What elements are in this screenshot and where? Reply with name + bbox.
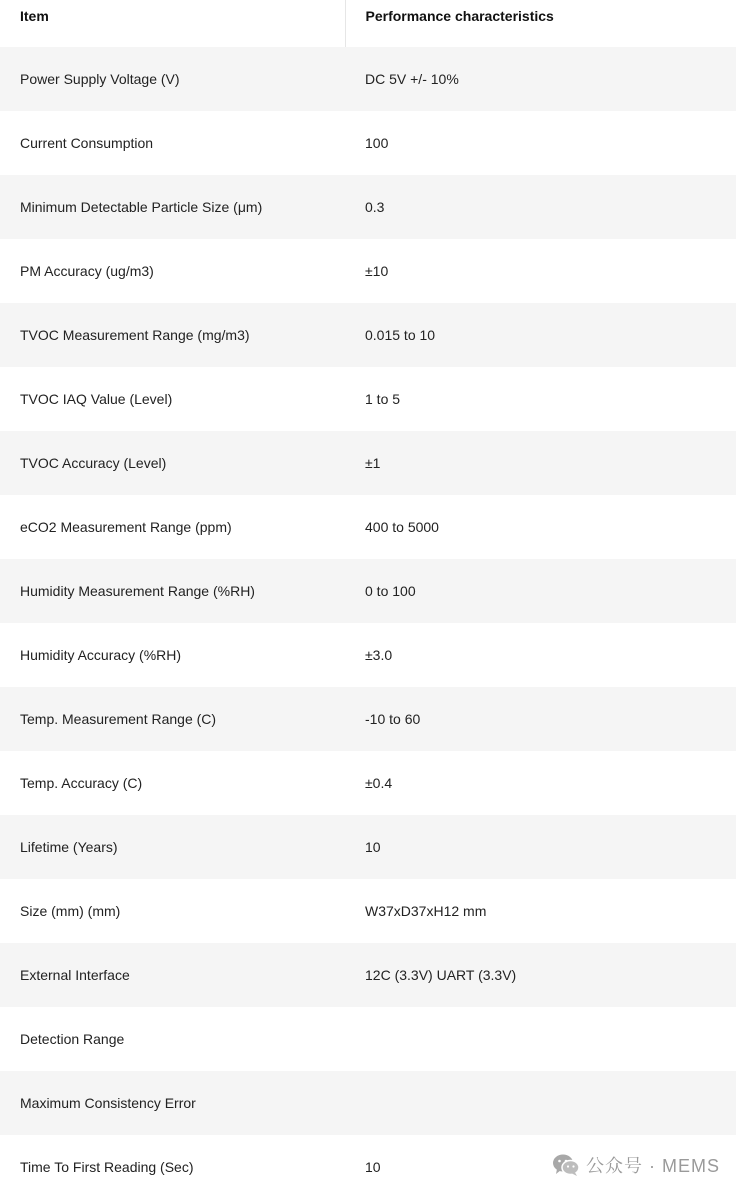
row-value: 12C (3.3V) UART (3.3V) — [345, 943, 736, 1007]
table-row — [0, 623, 736, 687]
row-item: TVOC Measurement Range (mg/m3) — [0, 303, 345, 367]
row-value: ±0.4 — [345, 751, 736, 815]
table-row — [0, 111, 736, 175]
row-item: Current Consumption — [0, 111, 345, 175]
row-item: Power Supply Voltage (V) — [0, 47, 345, 111]
table-row — [0, 687, 736, 751]
table-row — [0, 879, 736, 943]
row-item: TVOC IAQ Value (Level) — [0, 367, 345, 431]
table-row — [0, 1007, 736, 1071]
row-item: Humidity Accuracy (%RH) — [0, 623, 345, 687]
row-item: Size (mm) (mm) — [0, 879, 345, 943]
row-item: eCO2 Measurement Range (ppm) — [0, 495, 345, 559]
row-value: 0.015 to 10 — [345, 303, 736, 367]
row-value: 0.3 — [345, 175, 736, 239]
table-row — [0, 175, 736, 239]
row-item: Detection Range — [0, 1007, 345, 1071]
table-row — [0, 367, 736, 431]
row-value: DC 5V +/- 10% — [345, 47, 736, 111]
row-item: Minimum Detectable Particle Size (μm) — [0, 175, 345, 239]
row-value: 1 to 5 — [345, 367, 736, 431]
row-item: TVOC Accuracy (Level) — [0, 431, 345, 495]
table-row — [0, 815, 736, 879]
watermark-text: 公众号 · MEMS — [586, 1156, 720, 1176]
row-value: ±1 — [345, 431, 736, 495]
table-row — [0, 47, 736, 111]
row-item: Time To First Reading (Sec) — [0, 1135, 345, 1196]
row-value: 400 to 5000 — [345, 495, 736, 559]
table-row — [0, 559, 736, 623]
row-value: ±10 — [345, 239, 736, 303]
row-value: 10 — [345, 1135, 736, 1196]
row-item: Maximum Consistency Error — [0, 1071, 345, 1135]
row-value: 0 to 100 — [345, 559, 736, 623]
row-value: -10 to 60 — [345, 687, 736, 751]
wechat-icon — [552, 1153, 580, 1177]
row-item: Humidity Measurement Range (%RH) — [0, 559, 345, 623]
watermark — [552, 1152, 720, 1178]
table-row — [0, 751, 736, 815]
table-row — [0, 943, 736, 1007]
row-item: Temp. Accuracy (C) — [0, 751, 345, 815]
row-value — [345, 1007, 736, 1071]
row-item: External Interface — [0, 943, 345, 1007]
row-value: ±3.0 — [345, 623, 736, 687]
table-row — [0, 495, 736, 559]
row-value: 10 — [345, 815, 736, 879]
header-item: Item — [0, 0, 345, 47]
table-row — [0, 1071, 736, 1135]
row-value — [345, 1071, 736, 1135]
table-row — [0, 431, 736, 495]
row-value: W37xD37xH12 mm — [345, 879, 736, 943]
table-row — [0, 239, 736, 303]
header-performance: Performance characteristics — [345, 0, 736, 47]
row-item: PM Accuracy (ug/m3) — [0, 239, 345, 303]
table-header-row — [0, 0, 736, 47]
table-row — [0, 303, 736, 367]
row-value: 100 — [345, 111, 736, 175]
row-item: Lifetime (Years) — [0, 815, 345, 879]
row-item: Temp. Measurement Range (C) — [0, 687, 345, 751]
